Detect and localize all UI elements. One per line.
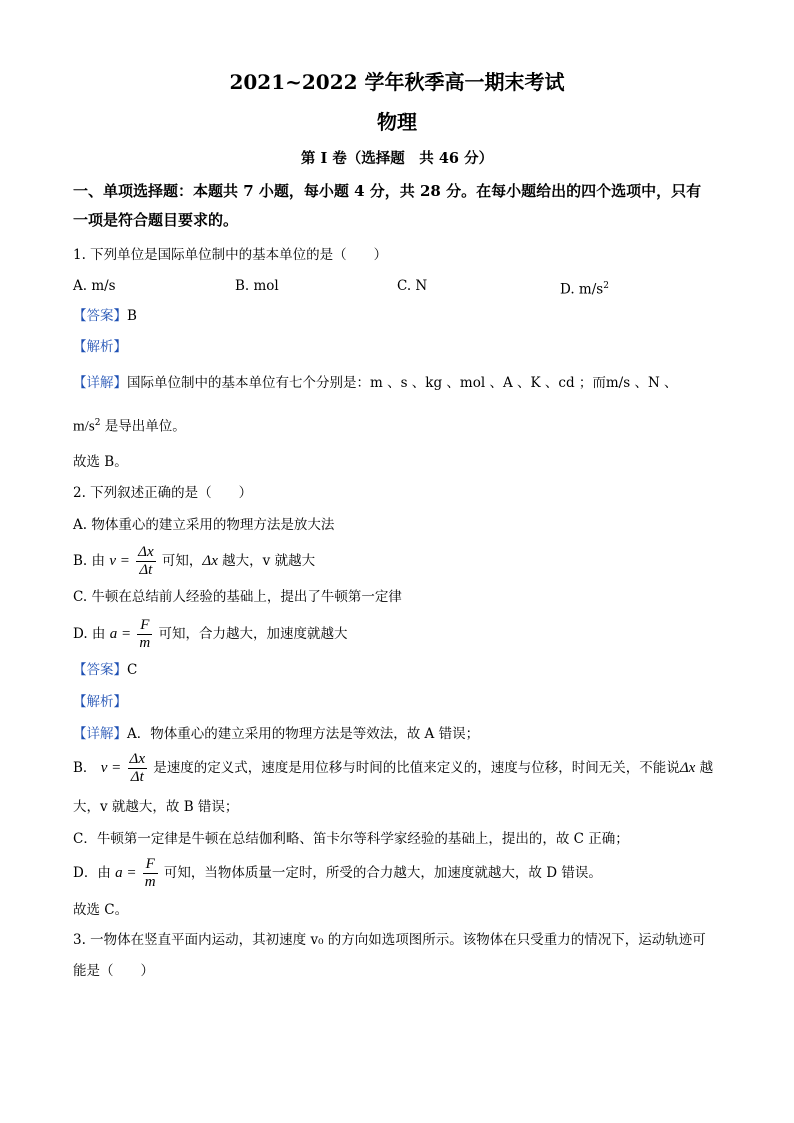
q2-detail-b-post: 是速度的定义式，速度是用位移与时间的比值来定义的，速度与位移，时间无关，不能说 (149, 760, 680, 776)
fraction-numerator: Δx (138, 544, 154, 560)
section-heading-line1: 一、单项选择题：本题共 7 小题，每小题 4 分，共 28 分。在每小题给出的四个选项中，只有 (73, 182, 702, 200)
q2-detail-b-eq: v = (100, 760, 122, 776)
q2-option-d-post: 可知，合力越大，加速度就越大 (154, 626, 348, 642)
fraction-denominator: Δt (130, 769, 144, 785)
fraction-numerator: F (137, 617, 152, 635)
fraction-denominator: m (139, 635, 151, 651)
q1-detail-sup: 2 (94, 418, 101, 428)
q2-detail-d-fraction (143, 856, 158, 891)
q1-option-c: C. N (397, 278, 428, 294)
q1-stem: 1. 下列单位是国际单位制中的基本单位的是（ ） (73, 247, 388, 263)
answer-tag: 【答案】 (73, 662, 127, 678)
q2-detail-a (73, 724, 479, 744)
q2-detail-d-pre: D．由 (73, 865, 111, 881)
q1-option-b: B. mol (235, 278, 279, 294)
fraction-numerator: F (143, 856, 158, 874)
exam-title: 2021~2022 学年秋季高一期末考试 (229, 70, 565, 94)
fraction-denominator: m (144, 874, 156, 890)
q2-option-b-post: 越大，v 就越大 (217, 553, 316, 569)
q2-option-d-pre: D. 由 (73, 626, 106, 642)
q2-detail-b-line2: 大，v 就越大，故 B 错误； (73, 799, 239, 815)
section-heading-line2: 一项是符合题目要求的。 (73, 211, 239, 229)
q1-detail-unit: m/s (73, 418, 95, 435)
q2-conclusion: 故选 C。 (73, 902, 129, 918)
q2-answer-value: C (127, 662, 138, 678)
q2-option-d-eq: a = (109, 626, 132, 642)
q2-option-b-mid: 可知， (157, 553, 203, 569)
q2-option-b (73, 543, 315, 579)
q2-detail-b-fraction (128, 751, 147, 786)
q1-conclusion: 故选 B。 (73, 454, 128, 470)
q2-option-b-eq: v = (109, 553, 130, 569)
q1-detail-line1 (73, 373, 678, 393)
q1-detail-text: 国际单位制中的基本单位有七个分别是：m 、s 、kg 、mol 、A 、K 、cd ；而m/s 、N 、 (127, 375, 678, 391)
q1-options (73, 276, 733, 296)
q2-detail-b (73, 750, 713, 786)
q2-option-c: C. 牛顿在总结前人经验的基础上，提出了牛顿第一定律 (73, 589, 402, 605)
q2-option-b-dx: Δx (202, 553, 218, 569)
q3-stem-line2: 能是（ ） (73, 963, 154, 979)
q2-option-b-pre: B. 由 (73, 553, 106, 569)
subject-title: 物理 (377, 110, 417, 134)
q1-option-d-text: D. m/s (560, 281, 604, 298)
q2-analysis: 【解析】 (73, 694, 127, 710)
detail-tag: 【详解】 (73, 375, 127, 391)
q2-detail-d-eq: a = (115, 865, 137, 881)
answer-tag: 【答案】 (73, 308, 127, 324)
q2-detail-b-pre: B． (73, 760, 97, 776)
q2-detail-b-end: 越 (695, 760, 714, 776)
q1-detail-rest: 是导出单位。 (100, 418, 186, 435)
q3-stem-line1: 3. 一物体在竖直平面内运动，其初速度 v₀ 的方向如选项图所示。该物体在只受重力的情况下，运动轨迹可 (73, 932, 706, 948)
q2-detail-c: C．牛顿第一定律是牛顿在总结伽利略、笛卡尔等科学家经验的基础上，提出的，故 C 正确； (73, 831, 629, 847)
q2-stem: 2. 下列叙述正确的是（ ） (73, 485, 253, 501)
q2-detail-b-dx: Δx (679, 760, 696, 776)
q2-detail-d (73, 855, 602, 891)
q2-answer (73, 660, 137, 680)
q1-analysis: 【解析】 (73, 339, 127, 355)
q2-option-b-fraction (136, 544, 155, 579)
q2-detail-a-text: A．物体重心的建立采用的物理方法是等效法，故 A 错误； (127, 726, 480, 742)
detail-tag: 【详解】 (73, 726, 127, 742)
q2-option-d-fraction (137, 617, 152, 652)
q1-option-d (560, 276, 609, 300)
q1-answer-value: B (127, 308, 137, 324)
q2-option-d (73, 616, 348, 652)
q1-option-d-sup: 2 (603, 281, 609, 291)
q1-option-a: A. m/s (73, 278, 116, 294)
fraction-denominator: Δt (139, 562, 153, 578)
q1-answer (73, 306, 137, 326)
q2-option-a: A. 物体重心的建立采用的物理方法是放大法 (73, 517, 335, 533)
q2-detail-d-post: 可知，当物体质量一定时，所受的合力越大，加速度就越大，故 D 错误。 (159, 865, 602, 881)
part-title: 第 I 卷（选择题 共 46 分） (300, 150, 494, 167)
fraction-numerator: Δx (129, 751, 146, 767)
q1-detail-line2 (73, 413, 186, 437)
